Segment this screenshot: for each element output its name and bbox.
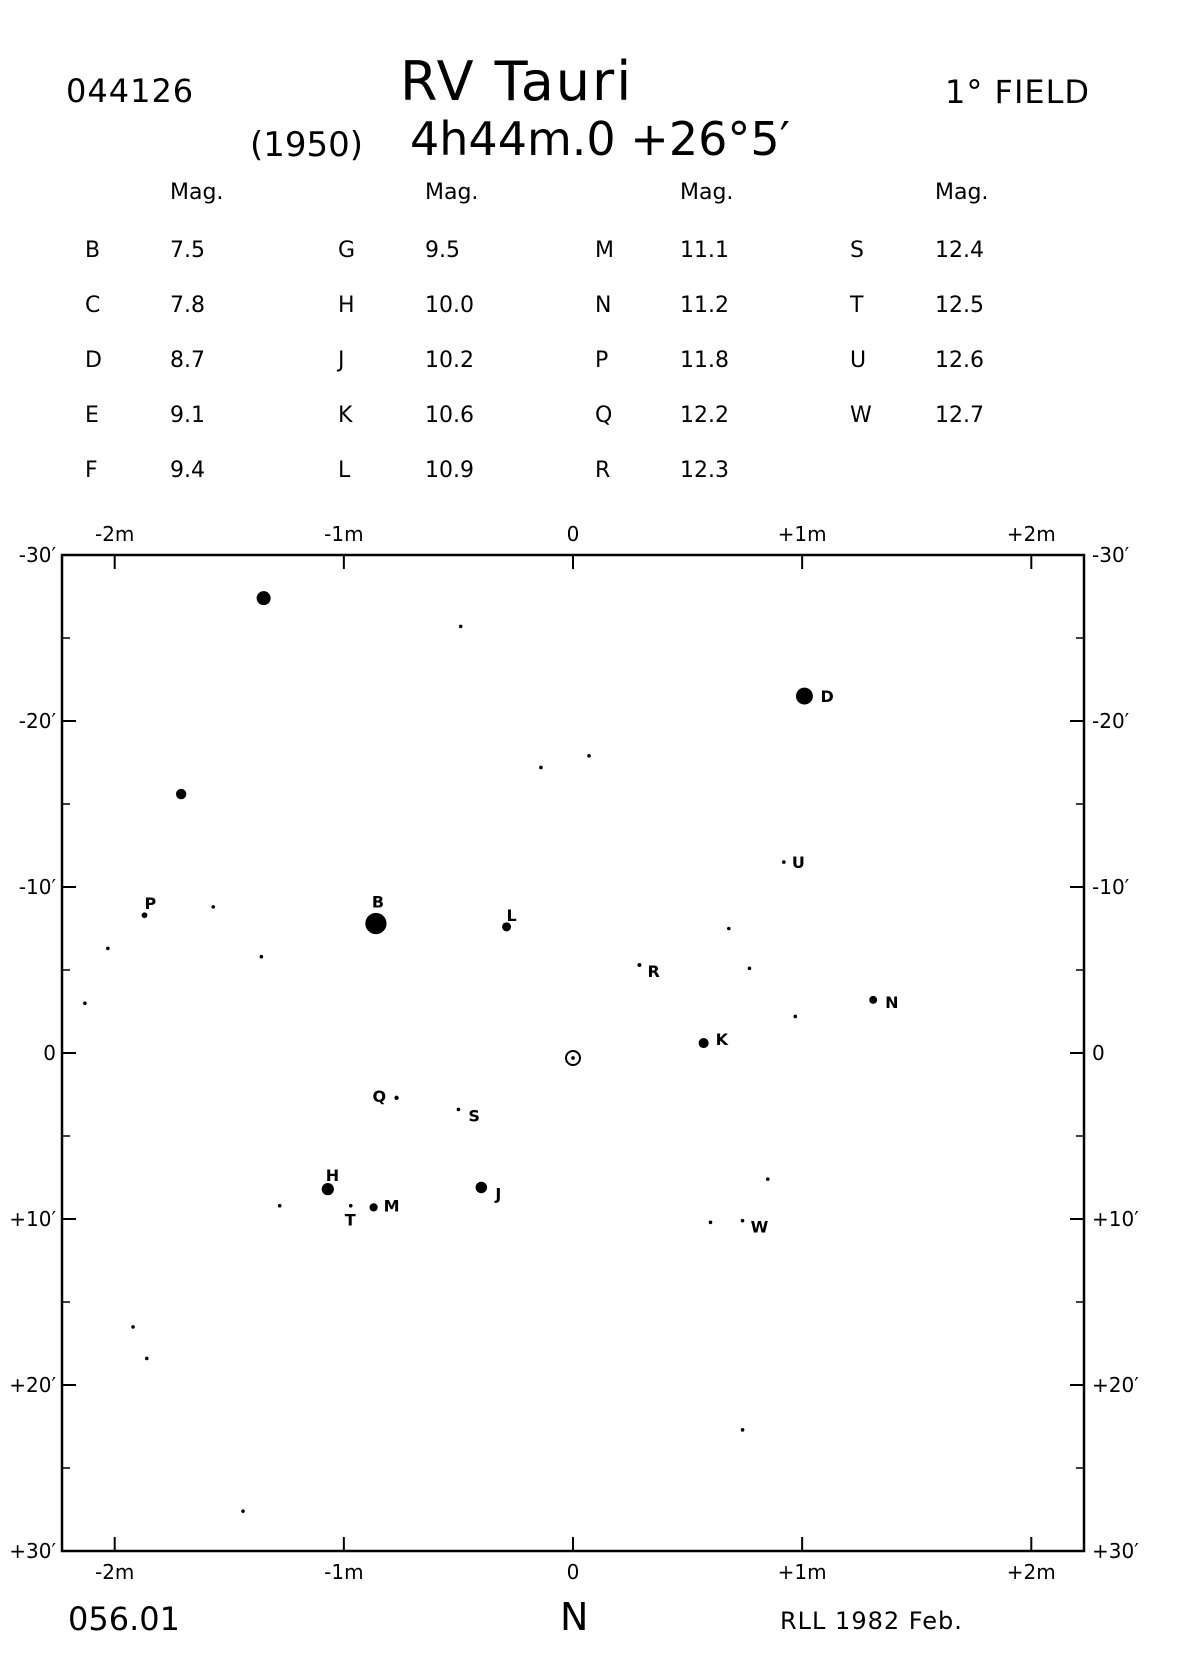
star-label: T — [850, 293, 864, 318]
star-dot — [145, 1357, 149, 1361]
star-label-h: H — [325, 1166, 340, 1186]
star-dot — [278, 1204, 282, 1208]
star-dot — [793, 1015, 797, 1019]
star-label-r: R — [647, 962, 660, 982]
y-tick-label-left: -30′ — [18, 543, 56, 567]
field-size: 1° FIELD — [945, 73, 1091, 111]
star-label: D — [85, 348, 102, 373]
star-label: Q — [595, 403, 613, 428]
star-mag: 8.7 — [170, 348, 205, 373]
x-tick-label-bottom: -1m — [324, 1560, 364, 1584]
star-label: R — [595, 458, 611, 483]
mag-header: Mag. — [935, 180, 989, 205]
variable-star-marker — [566, 1051, 580, 1065]
star-label: B — [85, 238, 101, 263]
y-tick-label-right: +10′ — [1092, 1207, 1139, 1231]
star-label-q: Q — [372, 1086, 387, 1106]
star-mag: 12.6 — [935, 348, 984, 373]
mag-header: Mag. — [425, 180, 479, 205]
y-tick-label-right: -10′ — [1092, 875, 1130, 899]
star-label: S — [850, 238, 864, 263]
axis-tick-labels — [9, 522, 1139, 1584]
star-d — [796, 688, 813, 705]
epoch: (1950) — [250, 125, 364, 165]
star-label: E — [85, 403, 99, 428]
star-mag: 12.5 — [935, 293, 984, 318]
star-label: L — [338, 458, 351, 483]
star-mag: 9.4 — [170, 458, 205, 483]
star-mag: 10.0 — [425, 293, 474, 318]
star-mag: 11.1 — [680, 238, 729, 263]
chart-number: 056.01 — [68, 1600, 180, 1638]
north-indicator: N — [560, 1595, 589, 1639]
star-label: F — [85, 458, 98, 483]
y-tick-label-left: -10′ — [18, 875, 56, 899]
star-mag: 12.4 — [935, 238, 984, 263]
x-tick-label-top: -2m — [94, 522, 135, 546]
star-dot — [241, 1509, 245, 1513]
y-tick-label-right: -30′ — [1092, 543, 1130, 567]
x-tick-label-top: +1m — [777, 522, 827, 546]
star-mag: 10.6 — [425, 403, 474, 428]
star-label: W — [850, 403, 872, 428]
star-label-s: S — [468, 1106, 480, 1126]
star-label-l: L — [506, 905, 517, 925]
star-mag: 10.2 — [425, 348, 474, 373]
star-label-n: N — [885, 992, 899, 1012]
star-label: J — [338, 348, 345, 373]
star-mag: 7.5 — [170, 238, 205, 263]
star-dot — [176, 789, 186, 799]
star-label: N — [595, 293, 612, 318]
star-dot — [741, 1428, 745, 1432]
star-s — [457, 1108, 461, 1112]
x-tick-label-top: 0 — [566, 522, 580, 546]
star-label: U — [850, 348, 867, 373]
star-labels — [144, 687, 898, 1237]
star-dot — [459, 625, 463, 629]
star-label-j: J — [495, 1184, 502, 1204]
y-tick-label-left: +10′ — [9, 1207, 56, 1231]
x-tick-label-top: +2m — [1006, 522, 1056, 546]
star-mag: 12.2 — [680, 403, 729, 428]
y-tick-label-left: 0 — [43, 1041, 56, 1065]
x-tick-label-top: -1m — [324, 522, 364, 546]
chart-frame — [62, 555, 1084, 1551]
star-mag: 9.5 — [425, 238, 460, 263]
star-m — [370, 1203, 378, 1211]
axis-ticks — [62, 555, 1084, 1551]
star-t — [349, 1204, 353, 1208]
star-n — [869, 996, 877, 1004]
chart-title: RV Tauri — [400, 50, 634, 113]
star-label: M — [595, 238, 614, 263]
star-dot — [587, 754, 591, 758]
star-dot — [260, 955, 264, 959]
y-tick-label-right: +20′ — [1092, 1373, 1139, 1397]
x-tick-label-bottom: +1m — [777, 1560, 827, 1584]
star-j — [476, 1182, 488, 1194]
star-dot — [211, 905, 215, 909]
star-label-b: B — [371, 892, 385, 912]
star-mag: 12.7 — [935, 403, 984, 428]
star-mag: 10.9 — [425, 458, 474, 483]
star-mag: 11.8 — [680, 348, 729, 373]
star-k — [699, 1038, 709, 1048]
y-tick-label-right: -20′ — [1092, 709, 1130, 733]
star-dot — [539, 766, 543, 770]
star-label-d: D — [820, 687, 834, 707]
mag-header: Mag. — [680, 180, 734, 205]
star-dot — [83, 1001, 87, 1005]
star-dot — [131, 1325, 135, 1329]
star-w — [741, 1219, 745, 1223]
star-label: K — [338, 403, 353, 428]
star-dot — [748, 967, 752, 971]
star-dot — [106, 947, 110, 951]
x-tick-label-bottom: +2m — [1006, 1560, 1056, 1584]
y-tick-label-right: 0 — [1092, 1041, 1105, 1065]
star-q — [394, 1096, 398, 1100]
mag-header: Mag. — [170, 180, 224, 205]
y-tick-label-left: +20′ — [9, 1373, 56, 1397]
star-r — [637, 963, 641, 967]
y-tick-label-left: +30′ — [9, 1539, 56, 1563]
star-label-k: K — [715, 1030, 729, 1050]
star-label: H — [338, 293, 355, 318]
star-dot — [709, 1221, 713, 1225]
star-label: C — [85, 293, 101, 318]
star-label: G — [338, 238, 356, 263]
star-label-p: P — [144, 894, 157, 914]
star-label-m: M — [383, 1196, 400, 1216]
x-tick-label-bottom: 0 — [566, 1560, 580, 1584]
y-tick-label-left: -20′ — [18, 709, 56, 733]
star-label: P — [595, 348, 609, 373]
star-mag: 12.3 — [680, 458, 729, 483]
stars — [83, 591, 877, 1513]
star-dot — [727, 927, 731, 931]
coordinates: 4h44m.0 +26°5′ — [410, 112, 791, 166]
chart-code: 044126 — [66, 72, 195, 110]
y-tick-label-right: +30′ — [1092, 1539, 1139, 1563]
star-label-u: U — [791, 853, 805, 873]
star-label-t: T — [344, 1210, 356, 1230]
star-u — [782, 860, 786, 864]
star-mag: 7.8 — [170, 293, 205, 318]
star-dot — [766, 1177, 770, 1181]
star-mag: 11.2 — [680, 293, 729, 318]
author-date: RLL 1982 Feb. — [780, 1607, 963, 1635]
star-b — [365, 913, 386, 934]
star-label-w: W — [750, 1217, 769, 1237]
variable-center — [571, 1056, 575, 1060]
star-mag: 9.1 — [170, 403, 205, 428]
x-tick-label-bottom: -2m — [94, 1560, 135, 1584]
star-dot — [257, 591, 271, 605]
